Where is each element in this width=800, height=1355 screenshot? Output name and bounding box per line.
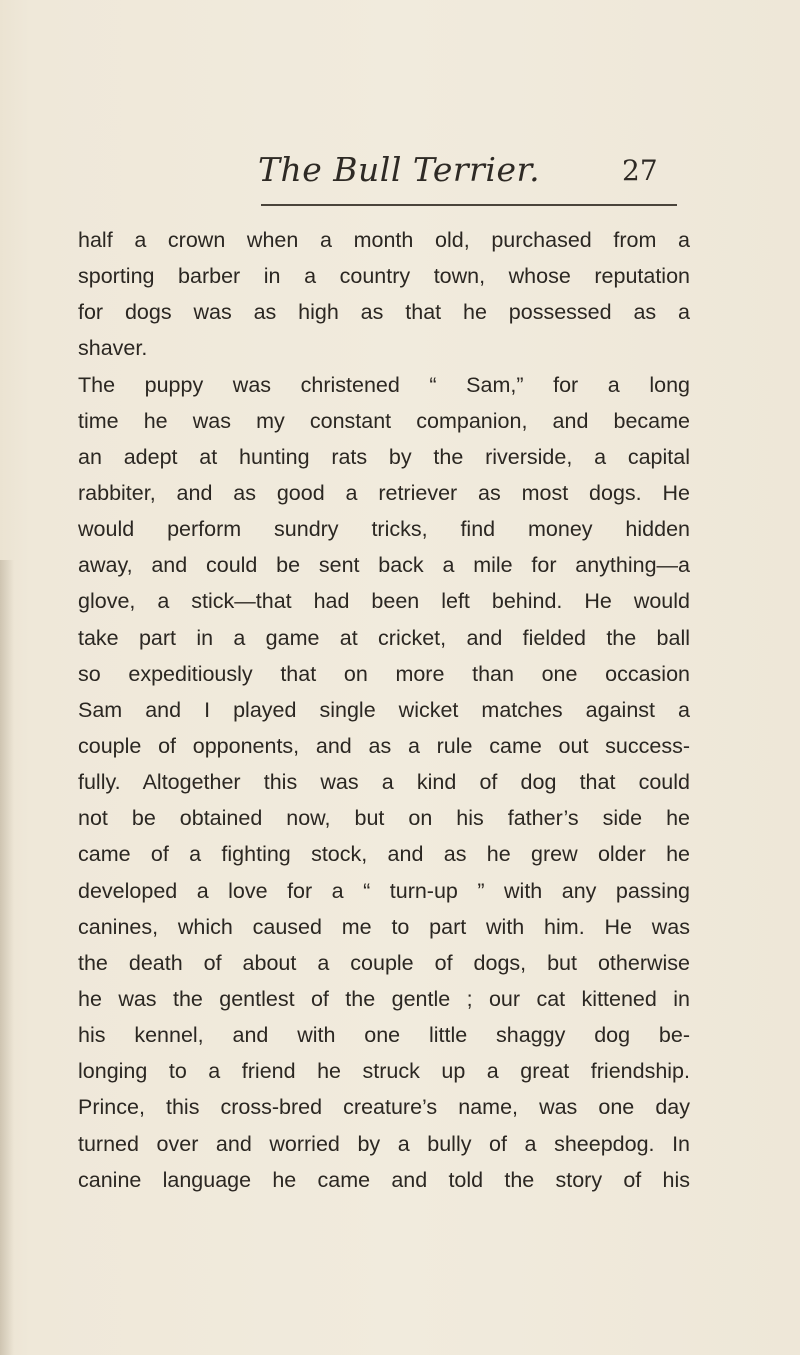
text-line: turned over and worried by a bully of a sheepdog. In <box>78 1131 690 1156</box>
text-line: shaver. <box>78 336 148 361</box>
text-line: for dogs was as high as that he possessed as a <box>78 300 690 325</box>
text-line: time he was my constant companion, and became <box>78 408 690 433</box>
text-line: would perform sundry tricks, find money hidden <box>78 517 690 542</box>
text-line: Sam and I played single wicket matches against a <box>78 697 690 722</box>
text-line: half a crown when a month old, purchased from a <box>78 228 690 252</box>
text-line: sporting barber in a country town, whose reputation <box>78 264 690 289</box>
running-title: The Bull Terrier. <box>258 150 541 189</box>
text-line: canine language he came and told the story of his <box>78 1167 690 1192</box>
text-line: his kennel, and with one little shaggy dog be- <box>78 1023 690 1048</box>
text-line: came of a fighting stock, and as he grew older he <box>78 842 690 867</box>
page-edge-shadow <box>0 560 14 1355</box>
running-head <box>0 150 800 200</box>
text-line: an adept at hunting rats by the riverside, a capital <box>78 444 690 469</box>
text-line: rabbiter, and as good a retriever as most dogs. He <box>78 480 690 505</box>
text-line: glove, a stick—that had been left behind. He would <box>78 589 690 614</box>
text-line: developed a love for a “ turn-up ” with any passing <box>78 878 690 903</box>
text-line: so expeditiously that on more than one occasion <box>78 661 690 686</box>
text-line: couple of opponents, and as a rule came out success- <box>78 733 690 758</box>
text-line: Prince, this cross-bred creature’s name, was one day <box>78 1095 690 1120</box>
text-line: away, and could be sent back a mile for anything—a <box>78 553 690 578</box>
text-line: The puppy was christened “ Sam,” for a long <box>78 372 690 397</box>
body-text <box>78 222 690 1198</box>
text-line: fully. Altogether this was a kind of dog that could <box>78 770 690 795</box>
header-rule <box>261 204 677 206</box>
text-line: he was the gentlest of the gentle ; our cat kittened in <box>78 986 690 1011</box>
page-number: 27 <box>622 154 658 187</box>
text-line: not be obtained now, but on his father’s side he <box>78 806 690 831</box>
text-line: take part in a game at cricket, and fielded the ball <box>78 625 690 650</box>
text-line: canines, which caused me to part with him. He was <box>78 914 690 939</box>
text-line: longing to a friend he struck up a great friendship. <box>78 1059 690 1084</box>
text-line: the death of about a couple of dogs, but otherwise <box>78 950 690 975</box>
